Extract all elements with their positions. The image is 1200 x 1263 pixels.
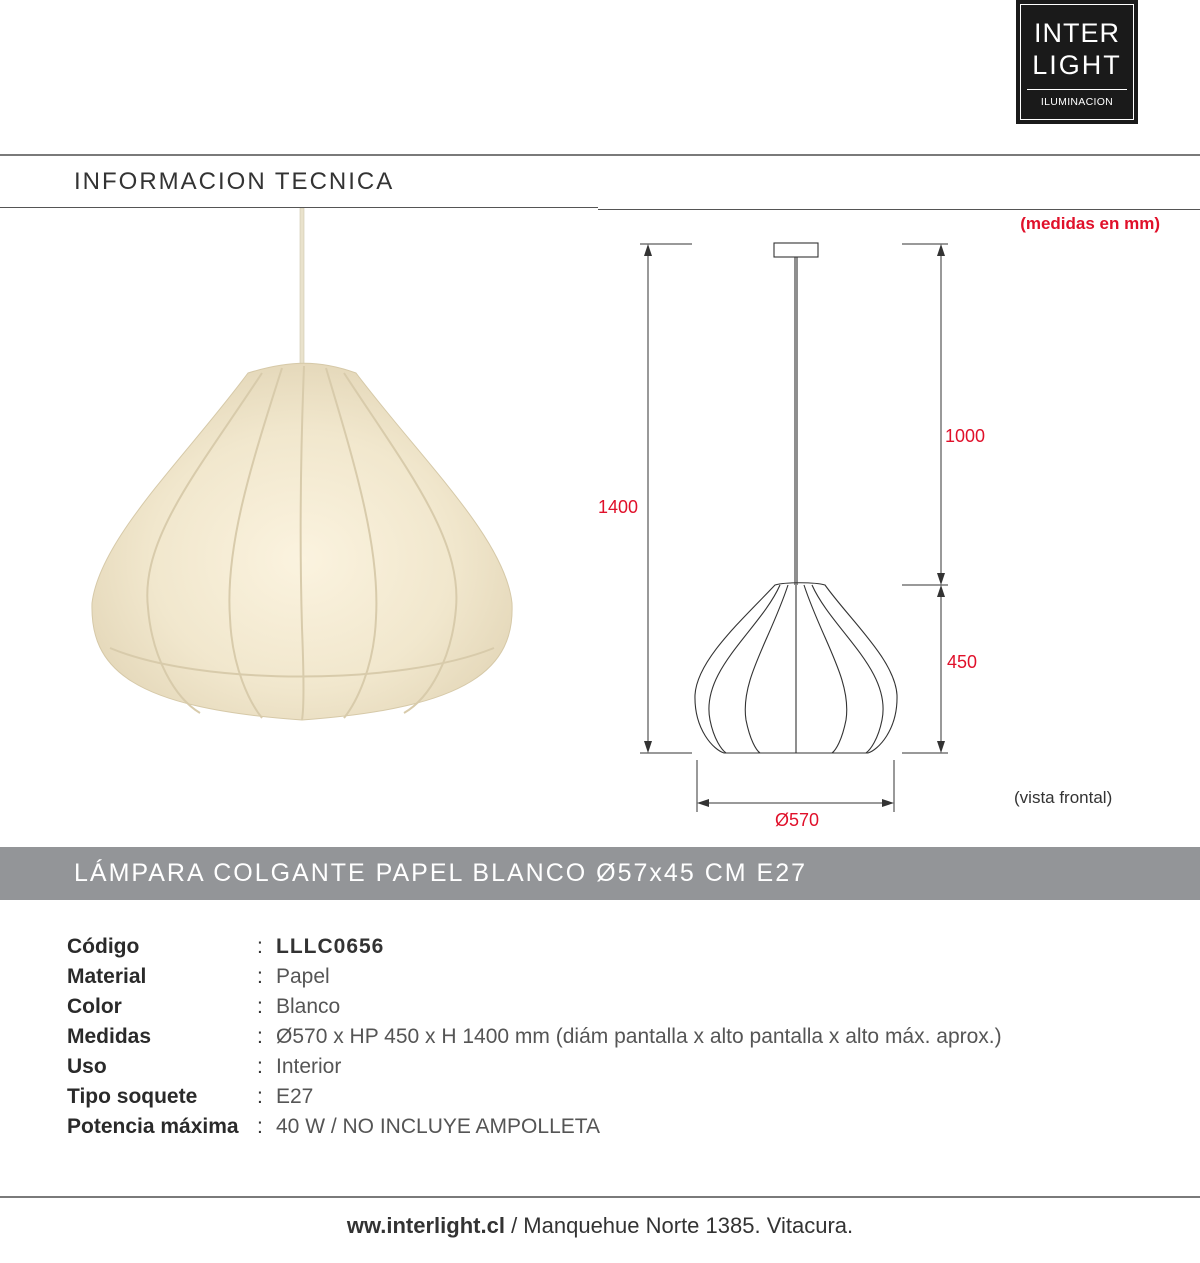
- spec-table: [67, 932, 1167, 1142]
- logo-frame: [1020, 4, 1134, 120]
- pendant-cable: [300, 208, 304, 368]
- dim-label-total: 1400: [598, 497, 639, 517]
- spec-colon: :: [257, 995, 263, 1018]
- spec-label: Código: [67, 935, 140, 958]
- spec-value: E27: [276, 1085, 314, 1108]
- logo-text-iluminacion: ILUMINACION: [1040, 96, 1114, 108]
- top-divider: [0, 154, 1200, 156]
- spec-label: Uso: [67, 1055, 107, 1078]
- product-photo: [0, 208, 598, 838]
- section-title: INFORMACION TECNICA: [74, 168, 395, 195]
- spec-colon: :: [257, 1115, 263, 1138]
- spec-colon: :: [257, 965, 263, 988]
- logo-text-inter: INTER: [1034, 18, 1120, 48]
- brand-logo: [1016, 0, 1138, 124]
- spec-colon: :: [257, 935, 263, 958]
- spec-row-color: [67, 992, 1167, 1022]
- spec-row-power: [67, 1112, 1167, 1142]
- spec-label: Material: [67, 965, 147, 988]
- product-title-banner: [0, 847, 1200, 900]
- dim-label-cable: 1000: [945, 426, 986, 446]
- spec-row-code: [67, 932, 1167, 962]
- dim-label-shade: 450: [947, 652, 978, 672]
- spec-colon: :: [257, 1085, 263, 1108]
- footer-website[interactable]: ww.interlight.cl: [346, 1213, 505, 1238]
- units-note: (medidas en mm): [1020, 214, 1160, 233]
- spec-row-dimensions: [67, 1022, 1167, 1052]
- spec-colon: :: [257, 1025, 263, 1048]
- ceiling-canopy: [774, 243, 818, 257]
- spec-value: LLLC0656: [276, 935, 385, 958]
- spec-row-socket: [67, 1082, 1167, 1112]
- spec-value: Ø570 x HP 450 x H 1400 mm (diám pantalla x alto pantalla x alto máx. aprox.): [276, 1025, 1002, 1048]
- section-divider-right: [598, 209, 1200, 210]
- spec-row-use: [67, 1052, 1167, 1082]
- spec-value: Interior: [276, 1055, 342, 1078]
- spec-label: Color: [67, 995, 122, 1018]
- spec-label: Medidas: [67, 1025, 152, 1048]
- technical-drawing: [580, 215, 1020, 835]
- spec-value: 40 W / NO INCLUYE AMPOLLETA: [276, 1115, 601, 1138]
- logo-text-light: LIGHT: [1032, 50, 1122, 80]
- spec-row-material: [67, 962, 1167, 992]
- product-title: LÁMPARA COLGANTE PAPEL BLANCO Ø57x45 CM E27: [74, 859, 807, 887]
- logo-divider: [1027, 89, 1127, 90]
- footer-separator: /: [504, 1213, 524, 1238]
- view-note: (vista frontal): [1014, 788, 1113, 807]
- dim-label-diameter: Ø570: [775, 810, 820, 830]
- spec-label: Potencia máxima: [67, 1115, 239, 1138]
- lamp-outline: [695, 243, 897, 753]
- spec-colon: :: [257, 1055, 263, 1078]
- bottom-divider: [0, 1196, 1200, 1198]
- spec-value: Blanco: [276, 995, 341, 1018]
- spec-label: Tipo soquete: [67, 1085, 198, 1108]
- spec-value: Papel: [276, 965, 330, 988]
- footer: [0, 1213, 1200, 1239]
- footer-address: Manquehue Norte 1385. Vitacura.: [523, 1213, 854, 1238]
